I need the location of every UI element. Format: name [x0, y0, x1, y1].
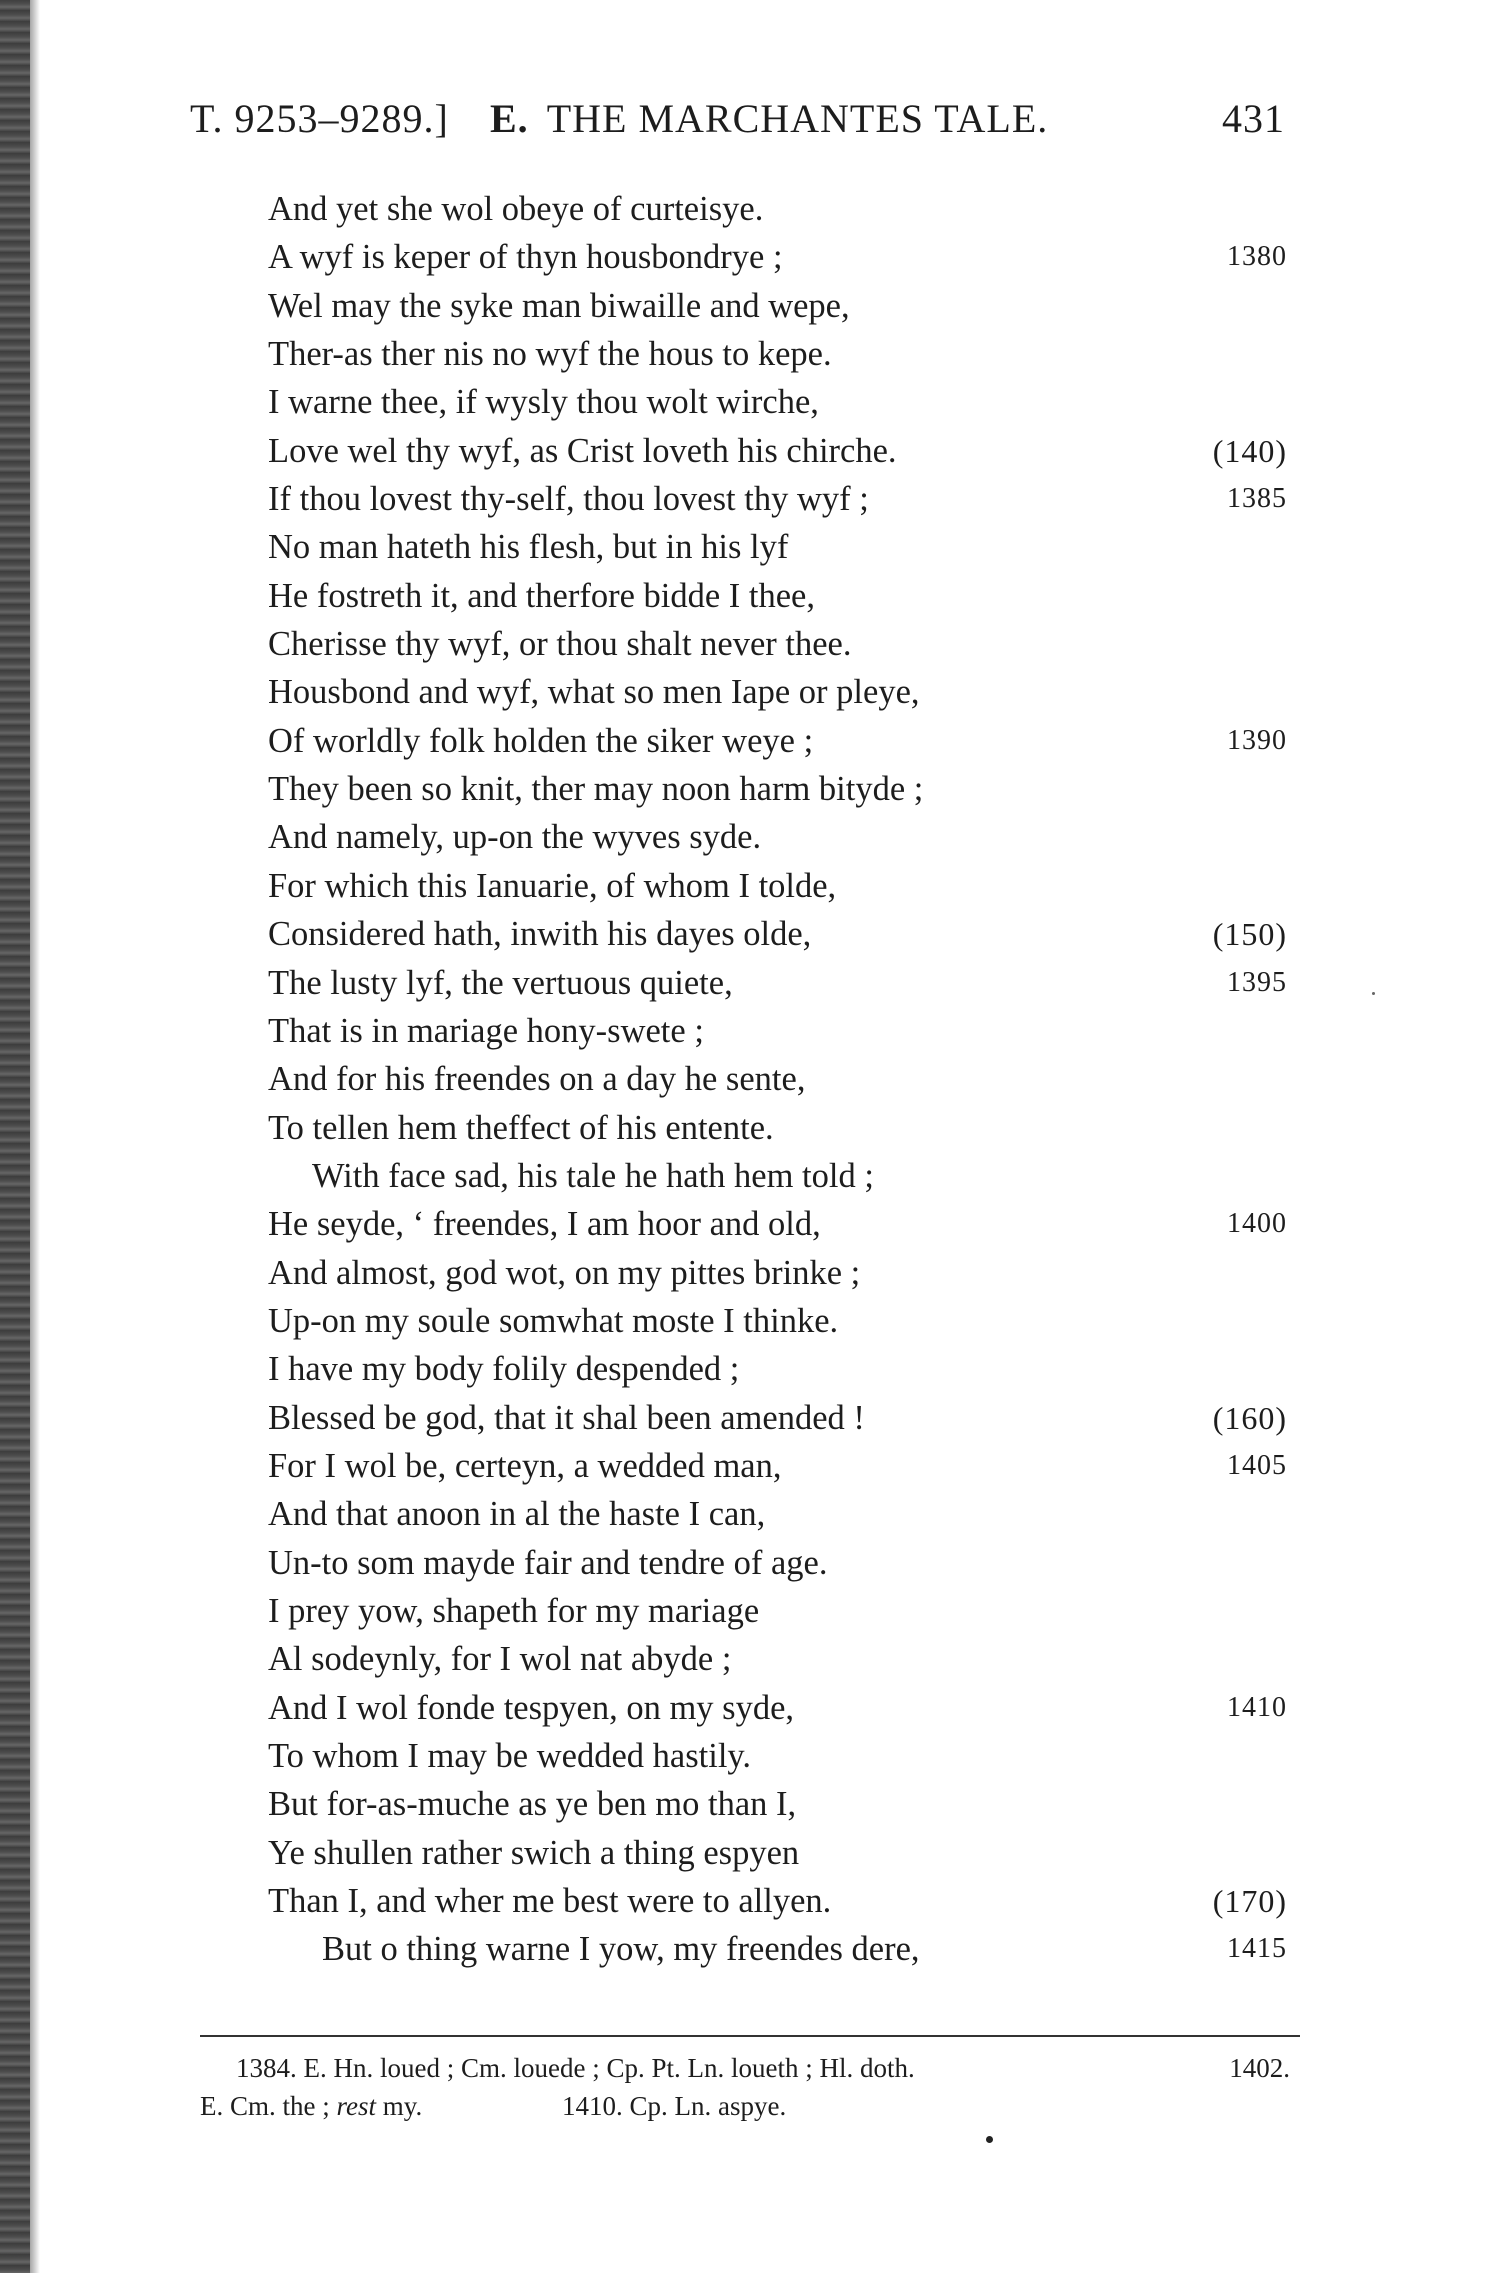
verse-line [0, 1587, 1505, 1635]
verse-line [0, 427, 1505, 475]
verse-line [0, 185, 1505, 233]
verse-line [0, 1297, 1505, 1345]
verse-text: No man hateth his flesh, but in his lyf [268, 528, 789, 567]
line-number: 1415 [1227, 1933, 1287, 1965]
verse-text: Un-to som mayde fair and tendre of age. [268, 1543, 828, 1582]
verse-line [0, 910, 1505, 958]
line-number: (170) [1212, 1883, 1287, 1920]
verse-text: Al sodeynly, for I wol nat abyde ; [268, 1640, 732, 1679]
verse-line [0, 1925, 1505, 1973]
verse-text: And yet she wol obeye of curteisye. [268, 190, 764, 228]
verse-text: Blessed be god, that it shal been amended ! [268, 1398, 865, 1437]
line-range: T. 9253–9289.] [190, 96, 449, 141]
verse-line [0, 1249, 1505, 1297]
line-number: 1405 [1227, 1449, 1287, 1481]
verse-line [0, 1442, 1505, 1490]
verse-text: A wyf is keper of thyn housbondrye ; [268, 238, 783, 277]
verse-line [0, 620, 1505, 668]
verse-line [0, 475, 1505, 523]
footnotes [200, 2050, 1300, 2126]
verse-text: And almost, god wot, on my pittes brinke ; [268, 1253, 861, 1292]
footnote-text [200, 2088, 422, 2124]
line-number: 1400 [1227, 1208, 1287, 1240]
verse-text: With face sad, his tale he hath hem told ; [312, 1156, 874, 1195]
line-number: 1390 [1227, 724, 1287, 756]
verse-text: They been so knit, ther may noon harm bityde ; [268, 770, 924, 809]
line-number: 1380 [1227, 241, 1287, 273]
footnote-ref: 1402. [1229, 2053, 1290, 2083]
verse-text: He seyde, ‘ freendes, I am hoor and old, [268, 1205, 821, 1244]
line-number: 1395 [1227, 966, 1287, 998]
verse-line [0, 717, 1505, 765]
verse-line [0, 1152, 1505, 1200]
verse-line [0, 572, 1505, 620]
header-title-group [490, 95, 1048, 142]
page-title: THE MARCHANTES TALE. [546, 96, 1049, 141]
verse-line [0, 1345, 1505, 1393]
verse-line [0, 1394, 1505, 1442]
footnote-text: 1410. Cp. Ln. aspye. [562, 2091, 787, 2121]
verse-text: And namely, up-on the wyves syde. [268, 818, 762, 857]
verse-line [0, 862, 1505, 910]
line-number: 1410 [1227, 1691, 1287, 1723]
ink-dot [986, 2136, 993, 2143]
paper-speck [1372, 992, 1375, 995]
running-header [190, 95, 1285, 155]
verse-line [0, 1684, 1505, 1732]
verse-line [0, 1877, 1505, 1925]
verse-line [0, 523, 1505, 571]
verse-text: To whom I may be wedded hastily. [268, 1737, 752, 1775]
verse-text: He fostreth it, and therfore bidde I thee, [268, 576, 815, 615]
verse-line [0, 1490, 1505, 1538]
verse-text: And that anoon in al the haste I can, [268, 1495, 766, 1534]
verse-line [0, 282, 1505, 330]
verse-line [0, 1539, 1505, 1587]
footnote-fragment: E. Cm. the ; [200, 2091, 330, 2121]
verse-line [0, 959, 1505, 1007]
verse-line [0, 330, 1505, 378]
verse-line [0, 233, 1505, 281]
verse-text: Than I, and wher me best were to allyen. [268, 1882, 832, 1921]
footnote-text: 1384. E. Hn. loued ; Cm. louede ; Cp. Pt. Ln. loueth ; Hl. doth. [236, 2053, 915, 2083]
verse-text: Up-on my soule somwhat moste I thinke. [268, 1301, 839, 1340]
verse-text: If thou lovest thy-self, thou lovest thy wyf ; [268, 480, 869, 519]
verse-block [0, 185, 1505, 1974]
line-number: (150) [1212, 916, 1287, 953]
verse-text: Considered hath, inwith his dayes olde, [268, 915, 812, 954]
verse-line [0, 1104, 1505, 1152]
verse-line [0, 1007, 1505, 1055]
verse-text: Ther-as ther nis no wyf the hous to kepe. [268, 335, 832, 374]
verse-text: But o thing warne I yow, my freendes dere, [322, 1930, 920, 1969]
verse-text: And for his freendes on a day he sente, [268, 1060, 806, 1099]
line-number: 1385 [1227, 483, 1287, 515]
verse-text: But for-as-muche as ye ben mo than I, [268, 1785, 797, 1824]
verse-text: That is in mariage hony-swete ; [268, 1011, 704, 1050]
footnote-rule [200, 2035, 1300, 2037]
footnote-italic: rest [336, 2091, 376, 2121]
verse-text: And I wol fonde tespyen, on my syde, [268, 1688, 795, 1727]
verse-line [0, 1055, 1505, 1103]
page-number: 431 [1222, 96, 1285, 141]
verse-text: I prey yow, shapeth for my mariage [268, 1591, 760, 1630]
verse-line [0, 765, 1505, 813]
verse-line [0, 1732, 1505, 1780]
verse-line [0, 668, 1505, 716]
verse-line [0, 1780, 1505, 1828]
signature-mark: E. [490, 96, 529, 141]
verse-text: For which this Ianuarie, of whom I tolde, [268, 866, 837, 905]
footnote-line [200, 2050, 1300, 2088]
footnote-line [200, 2088, 1300, 2126]
verse-text: For I wol be, certeyn, a wedded man, [268, 1446, 782, 1485]
verse-text: To tellen hem theffect of his entente. [268, 1108, 774, 1147]
verse-text: Housbond and wyf, what so men Iape or pleye, [268, 673, 920, 712]
line-number: (160) [1212, 1399, 1287, 1436]
footnote-fragment: my. [382, 2091, 423, 2121]
verse-line [0, 1829, 1505, 1877]
verse-line [0, 813, 1505, 861]
verse-text: Love wel thy wyf, as Crist loveth his chirche. [268, 431, 897, 470]
verse-text: Wel may the syke man biwaille and wepe, [268, 286, 850, 325]
verse-text: Of worldly folk holden the siker weye ; [268, 721, 814, 760]
verse-text: Ye shullen rather swich a thing espyen [268, 1833, 800, 1872]
verse-text: I have my body folily despended ; [268, 1350, 740, 1389]
verse-line [0, 378, 1505, 426]
line-number: (140) [1212, 432, 1287, 469]
verse-text: I warne thee, if wysly thou wolt wirche, [268, 383, 819, 422]
verse-line [0, 1200, 1505, 1248]
verse-text: The lusty lyf, the vertuous quiete, [268, 963, 733, 1002]
verse-text: Cherisse thy wyf, or thou shalt never thee. [268, 625, 852, 664]
verse-line [0, 1635, 1505, 1683]
